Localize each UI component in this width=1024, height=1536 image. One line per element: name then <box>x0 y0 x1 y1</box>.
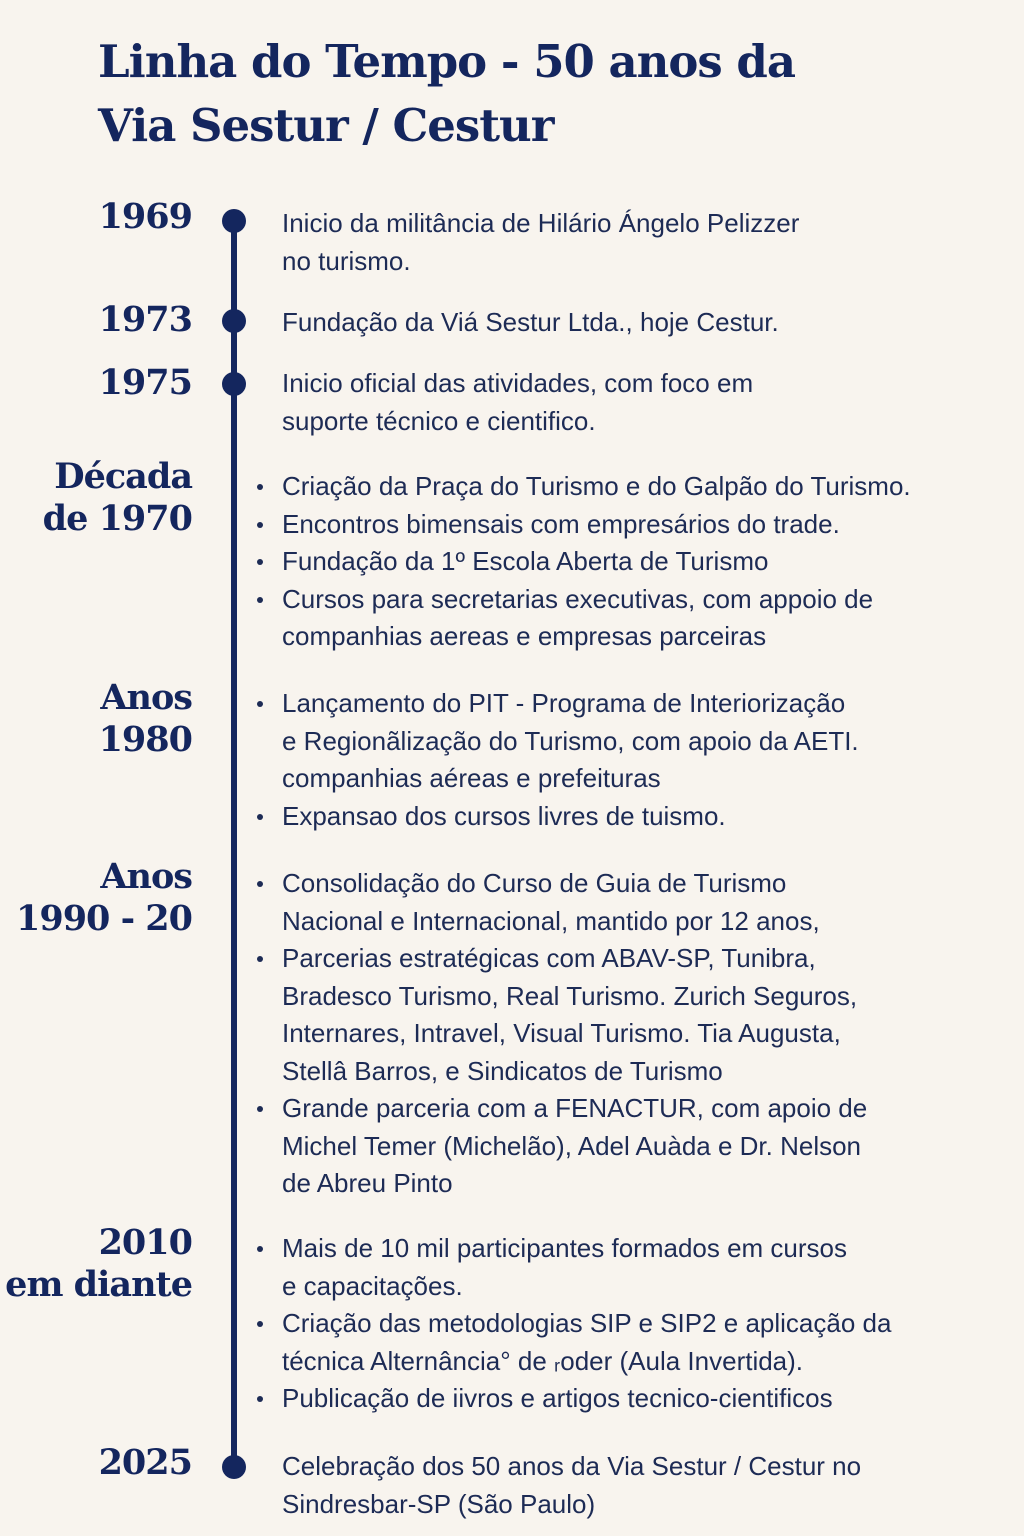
list-item: Expansao dos cursos livres de tuismo. <box>252 798 1022 836</box>
list-item: Mais de 10 mil participantes formados em cursos e capacitações. <box>252 1230 1022 1305</box>
timeline-dot-2025 <box>222 1455 246 1479</box>
timeline-line <box>231 220 237 1468</box>
entry-text-1973: Fundação da Viá Sestur Ltda., hoje Cestur. <box>282 307 779 337</box>
period-label-2010: 2010 em diante <box>5 1222 192 1305</box>
entry-text-2025: Celebração dos 50 anos da Via Sestur / Cestur no Sindresbar-SP (São Paulo) <box>282 1451 862 1519</box>
list-item: Criação da Praça do Turismo e do Galpão do Turismo. <box>252 468 1022 506</box>
list-item: Encontros bimensais com empresários do trade. <box>252 506 1022 544</box>
year-label-1969: 1969 <box>98 196 192 237</box>
list-item: Cursos para secretarias executivas, com appoio de companhias aereas e empresas parceiras <box>252 581 1022 656</box>
period-label-1970s: Década de 1970 <box>42 456 192 539</box>
title-line-2: Via Sestur / Cestur <box>98 99 554 152</box>
bullet-list-1990s <box>252 865 1022 1203</box>
title-line-1: Linha do Tempo - 50 anos da <box>98 35 795 88</box>
timeline-dot-1973 <box>222 309 246 333</box>
entry-text-1969: Inicio da militância de Hilário Ángelo Pelizzer no turismo. <box>282 208 800 276</box>
year-label-2025: 2025 <box>98 1442 192 1483</box>
list-item: Fundação da 1º Escola Aberta de Turismo <box>252 543 1022 581</box>
year-label-1975: 1975 <box>98 362 192 403</box>
bullet-list-1980s <box>252 685 1022 835</box>
list-item: Lançamento do PIT - Programa de Interiorização e Regionãlização do Turismo, com apoio da AETI. companhias aéreas e prefeituras <box>252 685 1022 798</box>
year-label-1973: 1973 <box>98 299 192 340</box>
timeline-dot-1969 <box>222 209 246 233</box>
list-item: Consolidação do Curso de Guia de Turismo Nacional e Internacional, mantido por 12 anos, <box>252 865 1022 940</box>
list-item: Parcerias estratégicas com ABAV-SP, Tunibra, Bradesco Turismo, Real Turismo. Zurich Seguros, Internares, Intravel, Visual Turismo. Tia Augusta, Stellâ Barros, e Sindicatos de Turismo <box>252 940 1022 1090</box>
list-item: Criação das metodologias SIP e SIP2 e aplicação da técnica Alternância° de ᵣoder (Aula Invertida). <box>252 1305 1022 1380</box>
list-item: Grande parceria com a FENACTUR, com apoio de Michel Temer (Michelão), Adel Auàda e Dr. Nelson de Abreu Pinto <box>252 1090 1022 1203</box>
entry-text-1975: Inicio oficial das atividades, com foco em suporte técnico e cientifico. <box>282 368 754 436</box>
bullet-list-1970s <box>252 468 1022 656</box>
page-title <box>98 30 978 158</box>
period-label-1990s: Anos 1990 - 20 <box>15 856 192 939</box>
timeline-dot-1975 <box>222 372 246 396</box>
bullet-list-2010 <box>252 1230 1022 1418</box>
period-label-1980s: Anos 1980 <box>98 677 192 760</box>
list-item: Publicação de iivros e artigos tecnico-cientificos <box>252 1380 1022 1418</box>
